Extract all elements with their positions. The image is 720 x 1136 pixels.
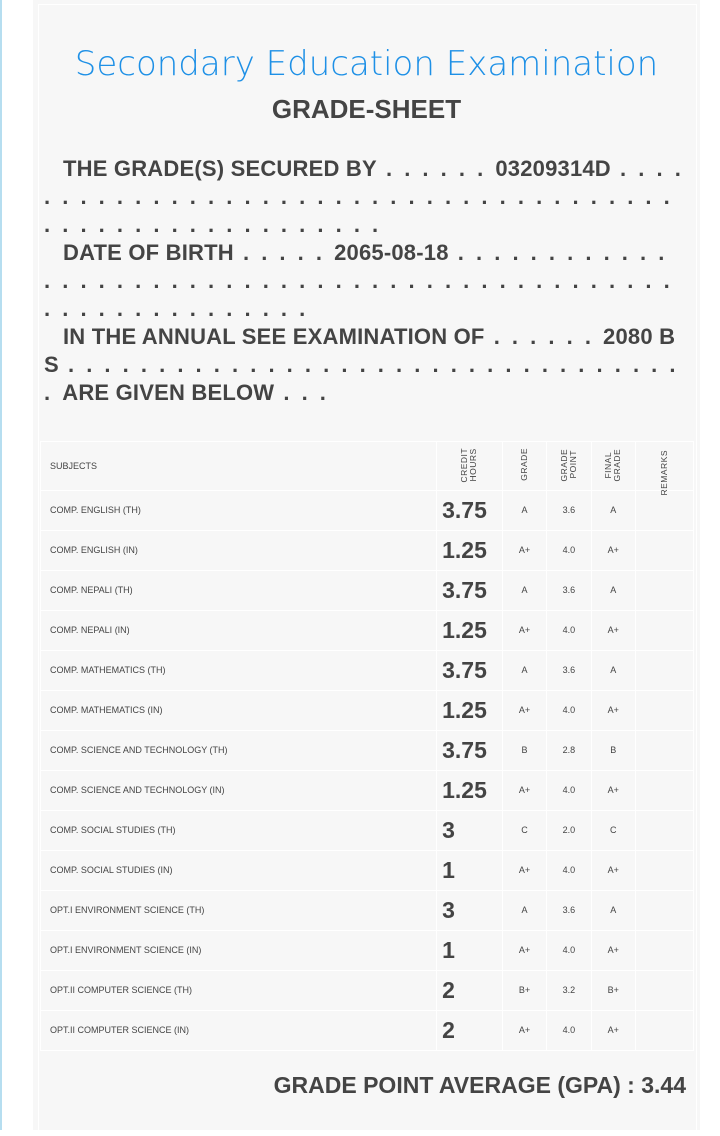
credit-hours-cell: 2 [437,970,503,1010]
subject-cell: COMP. MATHEMATICS (TH) [41,650,437,690]
grade-point-cell: 2.8 [547,730,591,770]
page-title: Secondary Education Examination [74,44,659,84]
subject-cell: COMP. SCIENCE AND TECHNOLOGY (TH) [41,730,437,770]
header-grade-point: GRADE POINT [547,442,591,491]
final-grade-cell: A+ [591,930,635,970]
credit-hours-cell: 1.25 [437,530,503,570]
grade-cell: A+ [502,610,546,650]
subject-cell: COMP. MATHEMATICS (IN) [41,690,437,730]
exam-line: IN THE ANNUAL SEE EXAMINATION OF . . . . . . 2080 BS . . . . . . . . . . . . . . . . . . . . . . . . . . . . . . . . . . . ARE GIVEN BELOW . . . [44,324,679,405]
credit-hours-cell: 3 [437,890,503,930]
gpa-line [274,1072,686,1099]
header-credit-hours: CREDIT HOURS [437,442,503,491]
grade-point-cell: 3.2 [547,970,591,1010]
table-row [41,730,694,770]
header-grade: GRADE [502,442,546,491]
credit-hours-cell: 1.25 [437,770,503,810]
grade-cell: A [502,650,546,690]
page-subtitle: GRADE-SHEET [271,94,462,124]
final-grade-cell: A+ [591,690,635,730]
secured-by-label: THE GRADE(S) SECURED BY [63,156,377,181]
table-row [41,650,694,690]
gpa-value: 3.44 [641,1072,686,1098]
grade-point-cell: 3.6 [547,490,591,530]
table-row [41,770,694,810]
table-header-row [41,442,694,491]
secured-by-line: THE GRADE(S) SECURED BY . . . . . . 03209314D . . . . . . . . . . . . . . . . . . . . . . . . . . . . . . . . . . . . . . . . . . . . . . . . . . . . . . . . . . [44,156,684,237]
final-grade-cell: A+ [591,530,635,570]
header-remarks: REMARKS [636,442,694,491]
grade-cell: C [502,810,546,850]
credit-hours-cell: 3 [437,810,503,850]
remarks-cell [636,770,694,810]
remarks-cell [636,690,694,730]
credit-hours-cell: 2 [437,1010,503,1050]
remarks-cell [636,610,694,650]
subject-cell: COMP. ENGLISH (TH) [41,490,437,530]
table-row [41,1010,694,1050]
final-grade-cell: A+ [591,770,635,810]
grade-point-cell: 4.0 [547,610,591,650]
final-grade-cell: B [591,730,635,770]
final-grade-cell: A [591,490,635,530]
left-border [0,0,2,1130]
final-grade-cell: A [591,890,635,930]
dob-line: DATE OF BIRTH . . . . . 2065-08-18 . . . . . . . . . . . . . . . . . . . . . . . . . . . . . . . . . . . . . . . . . . . . . . . . . . . . . . . . . . . . . . [44,240,673,321]
final-grade-cell: C [591,810,635,850]
subject-cell: COMP. SOCIAL STUDIES (IN) [41,850,437,890]
header-subjects: SUBJECTS [41,442,437,491]
subject-cell: OPT.II COMPUTER SCIENCE (IN) [41,1010,437,1050]
final-grade-cell: B+ [591,970,635,1010]
credit-hours-cell: 3.75 [437,570,503,610]
exam-year: 2080 BS [44,324,676,377]
header-final-grade: FINAL GRADE [591,442,635,491]
subject-cell: COMP. NEPALI (TH) [41,570,437,610]
subject-cell: COMP. ENGLISH (IN) [41,530,437,570]
table-row [41,890,694,930]
final-grade-cell: A+ [591,850,635,890]
grade-point-cell: 4.0 [547,850,591,890]
credit-hours-cell: 3.75 [437,650,503,690]
grade-cell: A+ [502,770,546,810]
grade-point-cell: 4.0 [547,530,591,570]
credit-hours-cell: 1.25 [437,690,503,730]
final-grade-cell: A+ [591,1010,635,1050]
grade-point-cell: 4.0 [547,930,591,970]
remarks-cell [636,890,694,930]
grade-cell: A [502,570,546,610]
remarks-cell [636,930,694,970]
table-row [41,810,694,850]
grade-cell: A+ [502,690,546,730]
dob-label: DATE OF BIRTH [63,240,234,265]
final-grade-cell: A [591,650,635,690]
subject-cell: COMP. SCIENCE AND TECHNOLOGY (IN) [41,770,437,810]
subject-cell: COMP. SOCIAL STUDIES (TH) [41,810,437,850]
credit-hours-cell: 1.25 [437,610,503,650]
grade-cell: A [502,490,546,530]
grade-point-cell: 3.6 [547,570,591,610]
grade-point-cell: 4.0 [547,690,591,730]
remarks-cell [636,850,694,890]
grade-point-cell: 3.6 [547,650,591,690]
remarks-cell [636,650,694,690]
table-row [41,610,694,650]
remarks-cell [636,1010,694,1050]
grade-point-cell: 2.0 [547,810,591,850]
grade-cell: A+ [502,530,546,570]
credit-hours-cell: 3.75 [437,730,503,770]
grade-cell: A+ [502,930,546,970]
table-row [41,570,694,610]
remarks-cell [636,570,694,610]
table-row [41,930,694,970]
remarks-cell [636,810,694,850]
exam-suffix: ARE GIVEN BELOW [62,380,275,405]
grade-cell: A+ [502,1010,546,1050]
subject-cell: OPT.II COMPUTER SCIENCE (TH) [41,970,437,1010]
grade-point-cell: 3.6 [547,890,591,930]
exam-label: IN THE ANNUAL SEE EXAMINATION OF [63,324,485,349]
grade-cell: A [502,890,546,930]
grade-cell: B [502,730,546,770]
credit-hours-cell: 1 [437,930,503,970]
grade-cell: B+ [502,970,546,1010]
remarks-cell [636,530,694,570]
grade-cell: A+ [502,850,546,890]
gpa-label: GRADE POINT AVERAGE (GPA) : [273,1072,635,1098]
subject-cell: OPT.I ENVIRONMENT SCIENCE (TH) [41,890,437,930]
grade-point-cell: 4.0 [547,770,591,810]
table-row [41,490,694,530]
table-row [41,530,694,570]
remarks-cell [636,970,694,1010]
symbol-number: 03209314D [495,156,611,181]
subject-cell: COMP. NEPALI (IN) [41,610,437,650]
table-row [41,850,694,890]
final-grade-cell: A+ [591,610,635,650]
credit-hours-cell: 1 [437,850,503,890]
dob-value: 2065-08-18 [334,240,449,265]
remarks-cell [636,490,694,530]
subject-cell: OPT.I ENVIRONMENT SCIENCE (IN) [41,930,437,970]
grade-point-cell: 4.0 [547,1010,591,1050]
remarks-cell [636,730,694,770]
table-row [41,690,694,730]
grades-table [40,441,694,1051]
credit-hours-cell: 3.75 [437,490,503,530]
final-grade-cell: A [591,570,635,610]
table-row [41,970,694,1010]
